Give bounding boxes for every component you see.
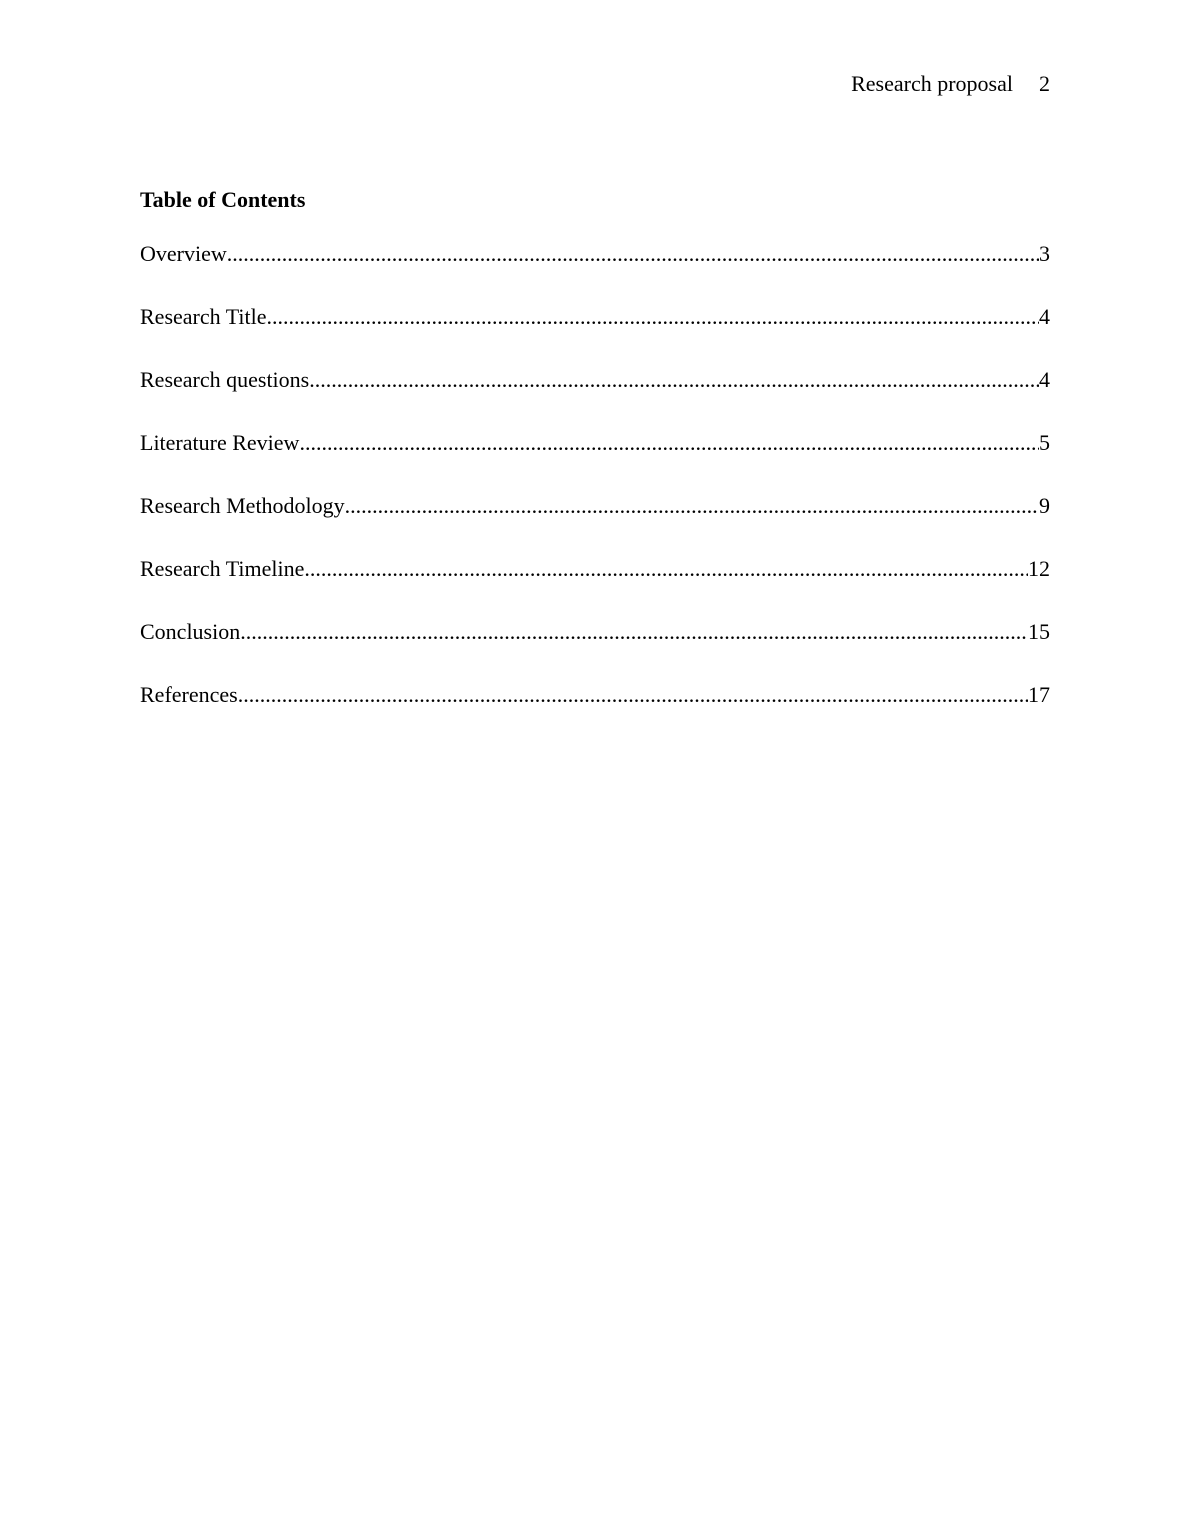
toc-dot-leader xyxy=(309,366,1039,394)
toc-dot-leader xyxy=(240,618,1028,646)
toc-entry-label: References xyxy=(140,682,238,707)
toc-title: Table of Contents xyxy=(140,187,306,212)
toc-entry-page: 15 xyxy=(1028,619,1050,644)
toc-entry-research-questions[interactable] xyxy=(140,366,1050,394)
toc-entry-label: Research Title xyxy=(140,304,267,329)
toc-dot-leader xyxy=(267,303,1040,331)
toc-entry-label: Research questions xyxy=(140,367,310,392)
running-head-title: Research proposal xyxy=(851,71,1013,96)
toc-entry-label: Overview xyxy=(140,241,227,266)
toc-entry-conclusion[interactable] xyxy=(140,618,1050,646)
toc-entry-page: 17 xyxy=(1028,682,1050,707)
toc-entry-research-timeline[interactable] xyxy=(140,555,1050,583)
toc-entry-research-methodology[interactable] xyxy=(140,492,1050,520)
toc-dot-leader xyxy=(238,681,1028,709)
running-head xyxy=(851,70,1050,98)
toc-entry-label: Literature Review xyxy=(140,430,300,455)
toc-entry-label: Research Methodology xyxy=(140,493,345,518)
toc-dot-leader xyxy=(345,492,1039,520)
toc-entry-page: 12 xyxy=(1028,556,1050,581)
toc-entry-label: Research Timeline xyxy=(140,556,305,581)
toc-entry-references[interactable] xyxy=(140,681,1050,709)
toc-entry-page: 4 xyxy=(1039,304,1050,329)
toc-entry-page: 3 xyxy=(1039,241,1050,266)
page-number: 2 xyxy=(1039,71,1050,96)
toc-entry-literature-review[interactable] xyxy=(140,429,1050,457)
toc-entry-label: Conclusion xyxy=(140,619,241,644)
table-of-contents xyxy=(140,186,1050,744)
toc-entry-page: 4 xyxy=(1039,367,1050,392)
toc-entry-research-title[interactable] xyxy=(140,303,1050,331)
toc-dot-leader xyxy=(304,555,1028,583)
toc-entry-page: 9 xyxy=(1039,493,1050,518)
toc-entry-page: 5 xyxy=(1039,430,1050,455)
toc-dot-leader xyxy=(299,429,1039,457)
toc-entry-overview[interactable] xyxy=(140,240,1050,268)
toc-dot-leader xyxy=(227,240,1039,268)
